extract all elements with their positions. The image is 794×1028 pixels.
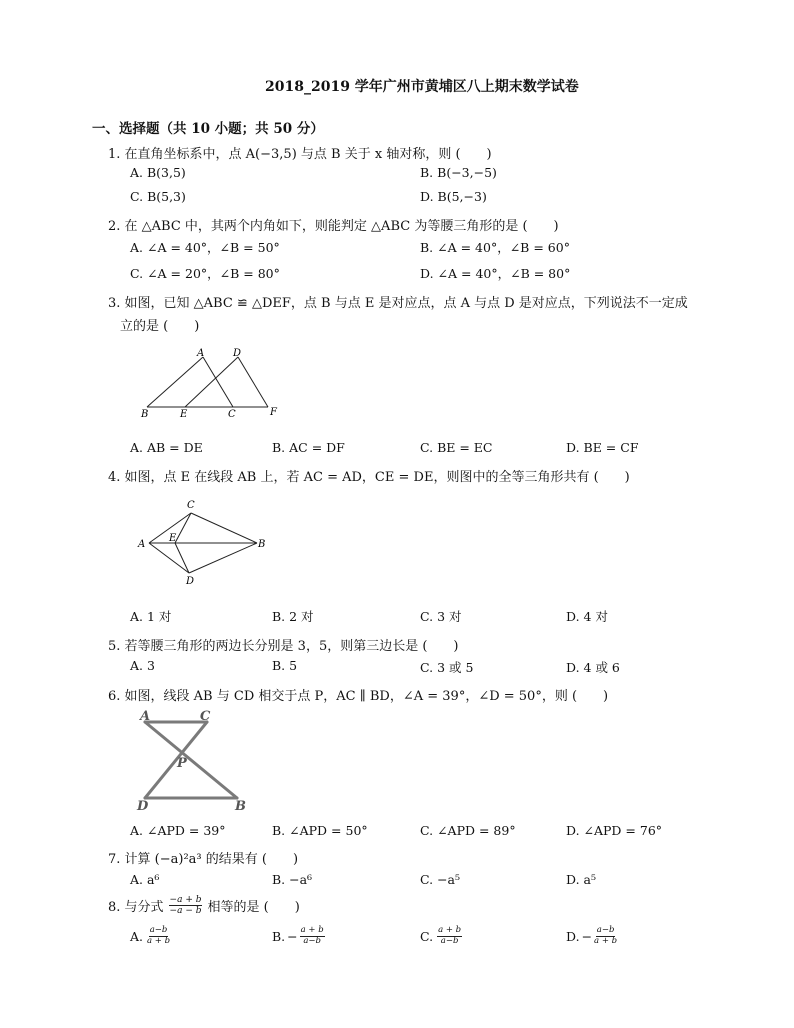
q6-option-d[interactable]: D. ∠APD = 76° (566, 823, 663, 838)
fig3-label-d: D (233, 348, 242, 359)
fig6-label-a: A (140, 709, 151, 724)
q8-a-denominator: a + b (147, 935, 171, 946)
q8-d-fraction (594, 926, 617, 946)
q8-c-label: C. (420, 928, 434, 944)
q8-a-label: A. (130, 928, 144, 944)
q3-option-d[interactable]: D. BE = CF (566, 440, 639, 455)
fig6-label-d: D (137, 799, 149, 814)
q8-d-sign: − (581, 928, 593, 944)
fig6-label-c: C (200, 709, 211, 724)
q8-b-denominator: a−b (303, 935, 321, 946)
q2-option-d[interactable]: D. ∠A = 40°，∠B = 80° (420, 266, 571, 281)
q8-b-sign: − (287, 928, 298, 944)
q1-option-a[interactable]: A. B(3,5) (130, 165, 186, 180)
q8-d-numerator: a−b (596, 925, 615, 935)
fig3-label-f: F (270, 407, 277, 418)
q7-option-b[interactable]: B. −a⁶ (272, 872, 313, 887)
fig4-label-d: D (186, 576, 195, 587)
q5-option-b[interactable]: B. 5 (272, 658, 298, 673)
q7-option-c[interactable]: C. −a⁵ (420, 872, 461, 887)
fig3-label-e: E (180, 409, 188, 420)
q7-option-d[interactable]: D. a⁵ (566, 872, 596, 887)
fig4-label-c: C (187, 500, 195, 511)
figure-q3-triangles (135, 345, 285, 420)
q8-b-numerator: a + b (300, 925, 324, 935)
question-6-stem: 6. 如图，线段 AB 与 CD 相交于点 P，AC ∥ BD，∠A = 39°，∠D = 50°，则 ( ) (108, 689, 609, 704)
fig6-label-b: B (235, 799, 246, 814)
figure-q6-crossed-triangles (133, 706, 253, 814)
q8-a-numerator: a−b (149, 925, 168, 935)
q3-option-a[interactable]: A. AB = DE (130, 440, 203, 455)
fig4-label-a: A (138, 539, 146, 550)
question-4-stem: 4. 如图，点 E 在线段 AB 上，若 AC = AD，CE = DE，则图中的全等三角形共有 ( ) (108, 470, 630, 485)
q8-b-fraction (300, 926, 325, 946)
q2-option-b[interactable]: B. ∠A = 40°，∠B = 60° (420, 240, 570, 255)
q6-option-c[interactable]: C. ∠APD = 89° (420, 823, 516, 838)
q8-d-denominator: a + b (594, 935, 618, 946)
q4-option-b[interactable]: B. 2 对 (272, 609, 314, 624)
q8-c-denominator: a−b (440, 935, 459, 946)
question-8-stem (108, 895, 300, 916)
fig4-label-b: B (258, 539, 266, 550)
question-2-stem: 2. 在 △ABC 中，其两个内角如下，则能判定 △ABC 为等腰三角形的是 ( ) (108, 219, 559, 234)
q8-stem-suffix: 相等的是 ( ) (207, 900, 300, 915)
fig3-label-a: A (197, 348, 205, 359)
q1-option-b[interactable]: B. B(−3,−5) (420, 165, 497, 180)
page-title: 2018_2019 学年广州市黄埔区八上期末数学试卷 (265, 79, 579, 95)
q8-frac-denominator: −a − b (169, 906, 202, 916)
q8-stem-prefix: 8. 与分式 (108, 900, 164, 915)
q8-b-label: B. (272, 928, 286, 944)
q8-option-a[interactable] (130, 926, 170, 946)
q6-option-b[interactable]: B. ∠APD = 50° (272, 823, 368, 838)
q5-option-c[interactable]: C. 3 或 5 (420, 660, 474, 675)
q1-option-d[interactable]: D. B(5,−3) (420, 189, 487, 204)
q3-option-b[interactable]: B. AC = DF (272, 440, 345, 455)
fig6-label-p: P (177, 756, 187, 771)
q8-c-numerator: a + b (438, 925, 462, 935)
question-3-stem: 3. 如图，已知 △ABC ≌ △DEF，点 B 与点 E 是对应点，点 A 与点 D 是对应点，下列说法不一定成 (108, 296, 688, 311)
q4-option-d[interactable]: D. 4 对 (566, 609, 608, 624)
q5-option-d[interactable]: D. 4 或 6 (566, 660, 620, 675)
q6-option-a[interactable]: A. ∠APD = 39° (130, 823, 226, 838)
q8-option-d[interactable] (566, 926, 617, 946)
question-7-stem: 7. 计算 (−a)²a³ 的结果有 ( ) (108, 852, 299, 867)
q7-option-a[interactable]: A. a⁶ (130, 872, 160, 887)
question-3-stem-cont: 立的是 ( ) (120, 319, 200, 334)
q8-stem-fraction (169, 895, 203, 916)
q5-option-a[interactable]: A. 3 (130, 658, 155, 673)
q8-option-b[interactable] (272, 926, 325, 946)
section-heading: 一、选择题（共 10 小题；共 50 分） (92, 121, 324, 137)
figure-q4-kite (135, 495, 275, 587)
q4-option-a[interactable]: A. 1 对 (130, 609, 172, 624)
q8-option-c[interactable] (420, 926, 462, 946)
q1-option-c[interactable]: C. B(5,3) (130, 189, 186, 204)
q2-option-c[interactable]: C. ∠A = 20°，∠B = 80° (130, 266, 280, 281)
q2-option-a[interactable]: A. ∠A = 40°，∠B = 50° (130, 240, 280, 255)
question-5-stem: 5. 若等腰三角形的两边长分别是 3，5，则第三边长是 ( ) (108, 639, 459, 654)
q3-option-c[interactable]: C. BE = EC (420, 440, 493, 455)
fig4-label-e: E (169, 533, 177, 544)
q8-d-label: D. (566, 928, 580, 944)
fig3-label-c: C (228, 409, 236, 420)
question-1-stem: 1. 在直角坐标系中，点 A(−3,5) 与点 B 关于 x 轴对称，则 ( ) (108, 147, 492, 162)
fig3-label-b: B (141, 409, 149, 420)
q8-c-fraction (437, 926, 462, 946)
q8-frac-numerator: −a + b (169, 895, 202, 905)
q4-option-c[interactable]: C. 3 对 (420, 609, 462, 624)
q8-a-fraction (147, 926, 170, 946)
